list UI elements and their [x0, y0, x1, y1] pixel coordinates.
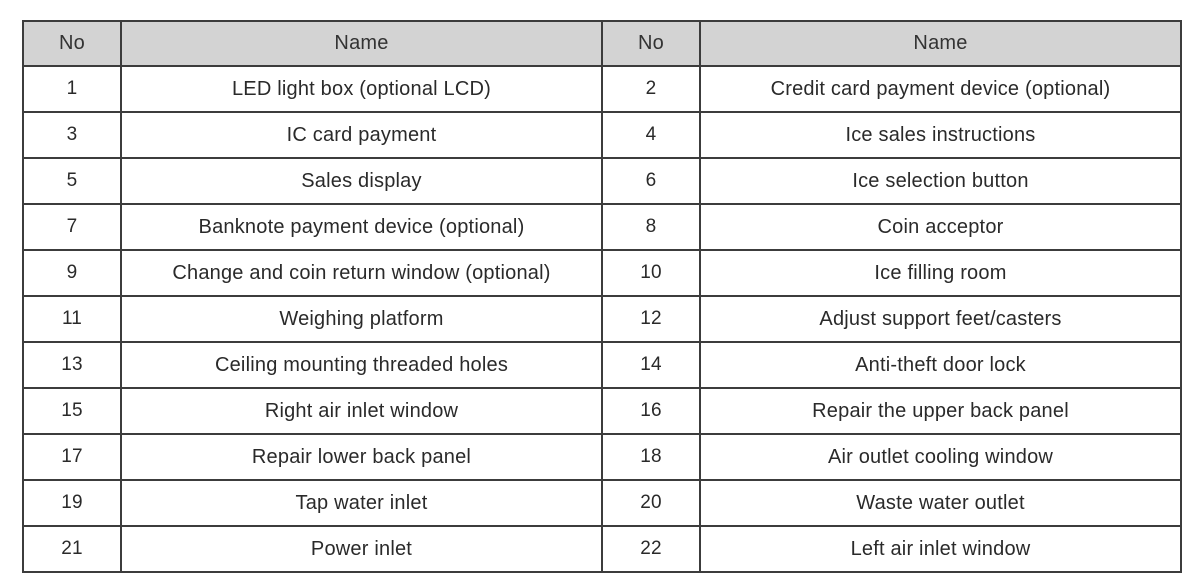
- row-name-left: Power inlet: [121, 526, 602, 572]
- row-name-right: Anti-theft door lock: [700, 342, 1181, 388]
- header-no-right: No: [602, 21, 700, 66]
- parts-table-container: [22, 20, 1180, 573]
- table-row: [23, 296, 1181, 342]
- table-row: [23, 388, 1181, 434]
- row-name-right: Air outlet cooling window: [700, 434, 1181, 480]
- row-name-right: Ice selection button: [700, 158, 1181, 204]
- row-no-left: 7: [23, 204, 121, 250]
- row-no-left: 1: [23, 66, 121, 112]
- row-no-left: 15: [23, 388, 121, 434]
- table-header-row: [23, 21, 1181, 66]
- row-name-right: Repair the upper back panel: [700, 388, 1181, 434]
- row-no-right: 6: [602, 158, 700, 204]
- parts-table: [22, 20, 1182, 573]
- row-name-right: Waste water outlet: [700, 480, 1181, 526]
- row-name-left: LED light box (optional LCD): [121, 66, 602, 112]
- table-row: [23, 158, 1181, 204]
- row-no-left: 21: [23, 526, 121, 572]
- table-row: [23, 342, 1181, 388]
- row-name-left: Repair lower back panel: [121, 434, 602, 480]
- header-name-right: Name: [700, 21, 1181, 66]
- row-no-right: 18: [602, 434, 700, 480]
- row-name-left: Right air inlet window: [121, 388, 602, 434]
- row-no-left: 5: [23, 158, 121, 204]
- header-name-left: Name: [121, 21, 602, 66]
- row-name-left: Sales display: [121, 158, 602, 204]
- row-no-right: 20: [602, 480, 700, 526]
- row-no-left: 11: [23, 296, 121, 342]
- row-no-right: 16: [602, 388, 700, 434]
- row-name-left: Change and coin return window (optional): [121, 250, 602, 296]
- row-no-right: 22: [602, 526, 700, 572]
- row-no-left: 9: [23, 250, 121, 296]
- row-name-right: Left air inlet window: [700, 526, 1181, 572]
- row-no-right: 12: [602, 296, 700, 342]
- row-no-left: 3: [23, 112, 121, 158]
- table-row: [23, 66, 1181, 112]
- row-no-right: 14: [602, 342, 700, 388]
- row-name-left: Ceiling mounting threaded holes: [121, 342, 602, 388]
- row-no-left: 13: [23, 342, 121, 388]
- row-no-right: 2: [602, 66, 700, 112]
- row-name-right: Coin acceptor: [700, 204, 1181, 250]
- table-row: [23, 112, 1181, 158]
- row-name-right: Ice filling room: [700, 250, 1181, 296]
- row-name-right: Adjust support feet/casters: [700, 296, 1181, 342]
- row-no-left: 17: [23, 434, 121, 480]
- table-row: [23, 526, 1181, 572]
- table-row: [23, 434, 1181, 480]
- row-name-left: IC card payment: [121, 112, 602, 158]
- row-name-left: Tap water inlet: [121, 480, 602, 526]
- row-no-left: 19: [23, 480, 121, 526]
- row-name-left: Banknote payment device (optional): [121, 204, 602, 250]
- row-no-right: 10: [602, 250, 700, 296]
- row-no-right: 8: [602, 204, 700, 250]
- row-name-right: Credit card payment device (optional): [700, 66, 1181, 112]
- table-row: [23, 250, 1181, 296]
- table-row: [23, 204, 1181, 250]
- row-name-left: Weighing platform: [121, 296, 602, 342]
- header-no-left: No: [23, 21, 121, 66]
- row-name-right: Ice sales instructions: [700, 112, 1181, 158]
- row-no-right: 4: [602, 112, 700, 158]
- table-row: [23, 480, 1181, 526]
